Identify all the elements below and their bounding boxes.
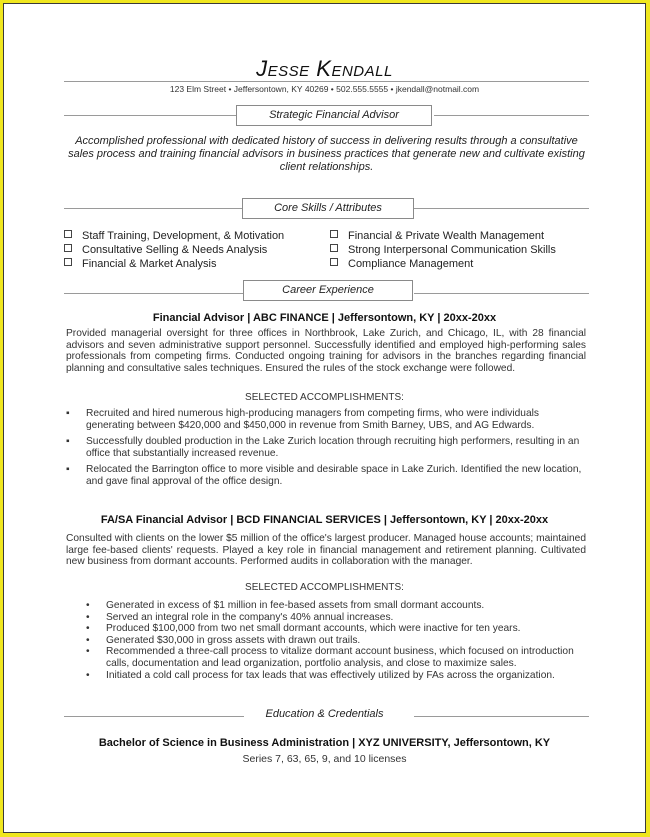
accomplishment-item: • Recommended a three-call process to vitalize dormant account business, which focused on introduction calls, documentation and lead organization, portfolio analysis, and close to maximize sales. (86, 646, 574, 669)
bullet-icon: ▪ (66, 436, 70, 448)
degree: Bachelor of Science in Business Administration | XYZ UNIVERSITY, Jeffersontown, KY (98, 737, 551, 749)
skill-item: Consultative Selling & Needs Analysis (64, 243, 284, 257)
career-label: Career Experience (243, 280, 413, 301)
accomplishment-item: ▪ Successfully doubled production in the Lake Zurich location through recruiting high performers, resulting in an office that substantially increased revenue. (66, 436, 580, 459)
job-description: Consulted with clients on the lower $5 million of the office's largest producer. Managed house accounts; maintained large fee-based clients' requests. Played a key role in financial management and retirement planning. Cultivated new business from dormant accounts. Performed audits in collaboration with the manager. (66, 533, 586, 568)
career-rule-right (414, 293, 589, 294)
checkbox-icon (330, 244, 338, 252)
bullet-icon: • (86, 634, 90, 646)
professional-summary: Accomplished professional with dedicated history of success in delivering results through a consultative sales process and training financial advisors in business practices that generate new and cultivate existing client relationships. (68, 135, 585, 173)
title-label: Strategic Financial Advisor (236, 105, 432, 126)
accomplishment-item: ▪ Recruited and hired numerous high-producing managers from competing firms, who were individuals generating between $420,000 and $450,000 in revenue from Smith Barney, UBS, and AG Edwards. (66, 408, 540, 431)
skill-item: Financial & Private Wealth Management (330, 229, 556, 243)
skills-right-column (330, 229, 556, 271)
accomplishment-item: ▪ Relocated the Barrington office to more visible and desirable space in Lake Zurich. Identified the new location, and gave final approval of the office design. (66, 464, 582, 487)
education-label: Education & Credentials (265, 708, 384, 720)
job-title: Financial Advisor | ABC FINANCE | Jeffersontown, KY | 20xx-20xx (152, 312, 497, 324)
licenses: Series 7, 63, 65, 9, and 10 licenses (242, 753, 407, 765)
checkbox-icon (64, 230, 72, 238)
skill-item: Financial & Market Analysis (64, 257, 284, 271)
accomplishment-list (66, 408, 586, 488)
accomplishment-item: • Initiated a cold call process for tax leads that was effectively utilized by FAs across the organization. (86, 669, 555, 681)
skills-label: Core Skills / Attributes (242, 198, 414, 219)
checkbox-icon (64, 244, 72, 252)
accomplishments-heading: SELECTED ACCOMPLISHMENTS: (245, 582, 404, 593)
bullet-icon: • (86, 611, 90, 623)
checkbox-icon (330, 230, 338, 238)
resume-page (4, 4, 645, 833)
checkbox-icon (64, 258, 72, 266)
bullet-icon: • (86, 600, 90, 611)
skill-item: Staff Training, Development, & Motivation (64, 229, 284, 243)
title-rule-right (434, 115, 589, 116)
skill-item: Compliance Management (330, 257, 556, 271)
contact-line: 123 Elm Street • Jeffersontown, KY 40269 • 502.555.5555 • jkendall@notmail.com (169, 84, 480, 94)
title-rule-left (64, 115, 239, 116)
accomplishment-item: • Served an integral role in the company's 40% annual increases. (86, 611, 394, 623)
accomplishment-item: • Produced $100,000 from two net small dormant accounts, which were inactive for ten years. (86, 623, 521, 635)
bullet-icon: ▪ (66, 408, 70, 419)
bullet-icon: ▪ (66, 464, 70, 476)
skill-item: Strong Interpersonal Communication Skills (330, 243, 556, 257)
header-divider (64, 81, 589, 82)
job-title: FA/SA Financial Advisor | BCD FINANCIAL SERVICES | Jeffersontown, KY | 20xx-20xx (100, 514, 549, 526)
job-description: Provided managerial oversight for three offices in Northbrook, Lake Zurich, and Chicago, IL, with 28 financial advisors and seven administrative support personnel. Successfully identified and employed high-performing sales professionals from competing firms. Conducted ongoing training for advisors in the branches regarding financial planning and consultative sales techniques. Ensured the rules of the stock exchange were followed. (66, 328, 586, 374)
career-rule-left (64, 293, 244, 294)
bullet-icon: • (86, 623, 90, 635)
accomplishment-list (86, 600, 586, 681)
candidate-name: Jesse Kendall (256, 56, 393, 81)
skills-left-column (64, 229, 284, 271)
bullet-icon: • (86, 669, 90, 681)
accomplishment-item: • Generated in excess of $1 million in fee-based assets from small dormant accounts. (86, 600, 485, 611)
accomplishment-item: • Generated $30,000 in gross assets with drawn out trails. (86, 634, 361, 646)
bullet-icon: • (86, 646, 90, 658)
checkbox-icon (330, 258, 338, 266)
skills-rule-right (414, 208, 589, 209)
skills-rule-left (64, 208, 244, 209)
accomplishments-heading: SELECTED ACCOMPLISHMENTS: (245, 392, 404, 403)
